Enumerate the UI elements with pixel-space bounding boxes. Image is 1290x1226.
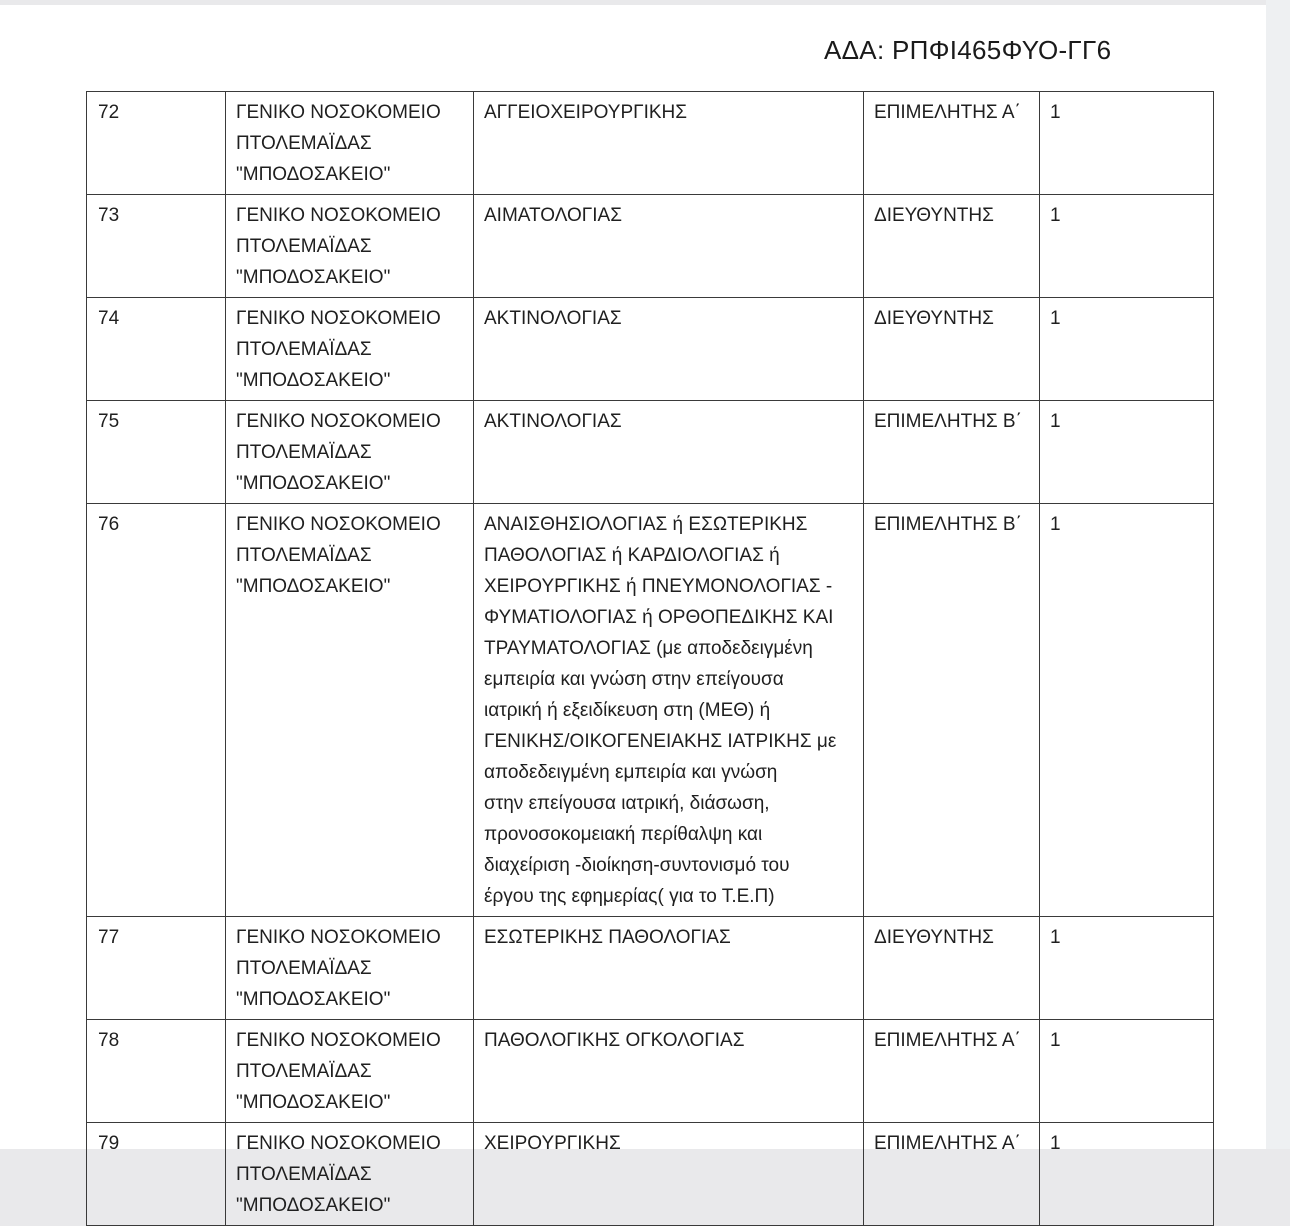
table-row xyxy=(87,195,1214,298)
row-number: 77 xyxy=(87,917,226,1020)
rank: ΕΠΙΜΕΛΗΤΗΣ Α΄ xyxy=(864,92,1040,195)
specialty: ΠΑΘΟΛΟΓΙΚΗΣ ΟΓΚΟΛΟΓΙΑΣ xyxy=(474,1020,864,1123)
rank: ΔΙΕΥΘΥΝΤΗΣ xyxy=(864,195,1040,298)
row-number: 75 xyxy=(87,401,226,504)
specialty: ΑΚΤΙΝΟΛΟΓΙΑΣ xyxy=(474,298,864,401)
table-row xyxy=(87,1123,1214,1226)
rank: ΕΠΙΜΕΛΗΤΗΣ Β΄ xyxy=(864,401,1040,504)
hospital-name: ΓΕΝΙΚΟ ΝΟΣΟΚΟΜΕΙΟ ΠΤΟΛΕΜΑΪΔΑΣ "ΜΠΟΔΟΣΑΚΕΙΟ" xyxy=(226,1123,474,1226)
position-count: 1 xyxy=(1040,401,1214,504)
row-number: 79 xyxy=(87,1123,226,1226)
row-number: 74 xyxy=(87,298,226,401)
position-count: 1 xyxy=(1040,1123,1214,1226)
specialty: ΧΕΙΡΟΥΡΓΙΚΗΣ xyxy=(474,1123,864,1226)
specialty: ΑΚΤΙΝΟΛΟΓΙΑΣ xyxy=(474,401,864,504)
table-row xyxy=(87,1020,1214,1123)
row-number: 73 xyxy=(87,195,226,298)
rank: ΕΠΙΜΕΛΗΤΗΣ Β΄ xyxy=(864,504,1040,917)
table-row xyxy=(87,504,1214,917)
table-row xyxy=(87,401,1214,504)
rank: ΔΙΕΥΘΥΝΤΗΣ xyxy=(864,917,1040,1020)
right-margin-strip xyxy=(1266,0,1290,1149)
table-row xyxy=(87,917,1214,1020)
specialty: ΕΣΩΤΕΡΙΚΗΣ ΠΑΘΟΛΟΓΙΑΣ xyxy=(474,917,864,1020)
table-row xyxy=(87,92,1214,195)
rank: ΕΠΙΜΕΛΗΤΗΣ Α΄ xyxy=(864,1020,1040,1123)
row-number: 78 xyxy=(87,1020,226,1123)
position-count: 1 xyxy=(1040,195,1214,298)
specialty: ΑΝΑΙΣΘΗΣΙΟΛΟΓΙΑΣ ή ΕΣΩΤΕΡΙΚΗΣ ΠΑΘΟΛΟΓΙΑΣ ή ΚΑΡΔΙΟΛΟΓΙΑΣ ή ΧΕΙΡΟΥΡΓΙΚΗΣ ή ΠΝΕΥΜΟΝΟΛΟΓΙΑΣ - ΦΥΜΑΤΙΟΛΟΓΙΑΣ ή ΟΡΘΟΠΕΔΙΚΗΣ ΚΑΙ ΤΡΑΥΜΑΤΟΛΟΓΙΑΣ (με αποδεδειγμένη εμπειρία και γνώση στην επείγουσα ιατρική ή εξειδίκευση στη (ΜΕΘ) ή ΓΕΝΙΚΗΣ/ΟΙΚΟΓΕΝΕΙΑΚΗΣ ΙΑΤΡΙΚΗΣ με αποδεδειγμένη εμπειρία και γνώση στην επείγουσα ιατρική, διάσωση, προνοσοκομειακή περίθαλψη και διαχείριση -διοίκηση-συντονισμό του έργου της εφημερίας( για το Τ.Ε.Π) xyxy=(474,504,864,917)
table-row xyxy=(87,298,1214,401)
specialty: ΑΓΓΕΙΟΧΕΙΡΟΥΡΓΙΚΗΣ xyxy=(474,92,864,195)
ada-code: ΑΔΑ: ΡΠΦΙ465ΦΥΟ-ΓΓ6 xyxy=(824,35,1112,65)
position-count: 1 xyxy=(1040,1020,1214,1123)
hospital-name: ΓΕΝΙΚΟ ΝΟΣΟΚΟΜΕΙΟ ΠΤΟΛΕΜΑΪΔΑΣ "ΜΠΟΔΟΣΑΚΕΙΟ" xyxy=(226,917,474,1020)
positions-table-body xyxy=(87,92,1214,1226)
hospital-name: ΓΕΝΙΚΟ ΝΟΣΟΚΟΜΕΙΟ ΠΤΟΛΕΜΑΪΔΑΣ "ΜΠΟΔΟΣΑΚΕΙΟ" xyxy=(226,1020,474,1123)
hospital-name: ΓΕΝΙΚΟ ΝΟΣΟΚΟΜΕΙΟ ΠΤΟΛΕΜΑΪΔΑΣ "ΜΠΟΔΟΣΑΚΕΙΟ" xyxy=(226,504,474,917)
hospital-name: ΓΕΝΙΚΟ ΝΟΣΟΚΟΜΕΙΟ ΠΤΟΛΕΜΑΪΔΑΣ "ΜΠΟΔΟΣΑΚΕΙΟ" xyxy=(226,92,474,195)
hospital-name: ΓΕΝΙΚΟ ΝΟΣΟΚΟΜΕΙΟ ΠΤΟΛΕΜΑΪΔΑΣ "ΜΠΟΔΟΣΑΚΕΙΟ" xyxy=(226,298,474,401)
position-count: 1 xyxy=(1040,92,1214,195)
row-number: 72 xyxy=(87,92,226,195)
position-count: 1 xyxy=(1040,917,1214,1020)
position-count: 1 xyxy=(1040,298,1214,401)
rank: ΕΠΙΜΕΛΗΤΗΣ Α΄ xyxy=(864,1123,1040,1226)
rank: ΔΙΕΥΘΥΝΤΗΣ xyxy=(864,298,1040,401)
row-number: 76 xyxy=(87,504,226,917)
specialty: ΑΙΜΑΤΟΛΟΓΙΑΣ xyxy=(474,195,864,298)
hospital-name: ΓΕΝΙΚΟ ΝΟΣΟΚΟΜΕΙΟ ΠΤΟΛΕΜΑΪΔΑΣ "ΜΠΟΔΟΣΑΚΕΙΟ" xyxy=(226,401,474,504)
position-count: 1 xyxy=(1040,504,1214,917)
document-page xyxy=(0,5,1266,1216)
hospital-name: ΓΕΝΙΚΟ ΝΟΣΟΚΟΜΕΙΟ ΠΤΟΛΕΜΑΪΔΑΣ "ΜΠΟΔΟΣΑΚΕΙΟ" xyxy=(226,195,474,298)
positions-table xyxy=(86,91,1214,1226)
